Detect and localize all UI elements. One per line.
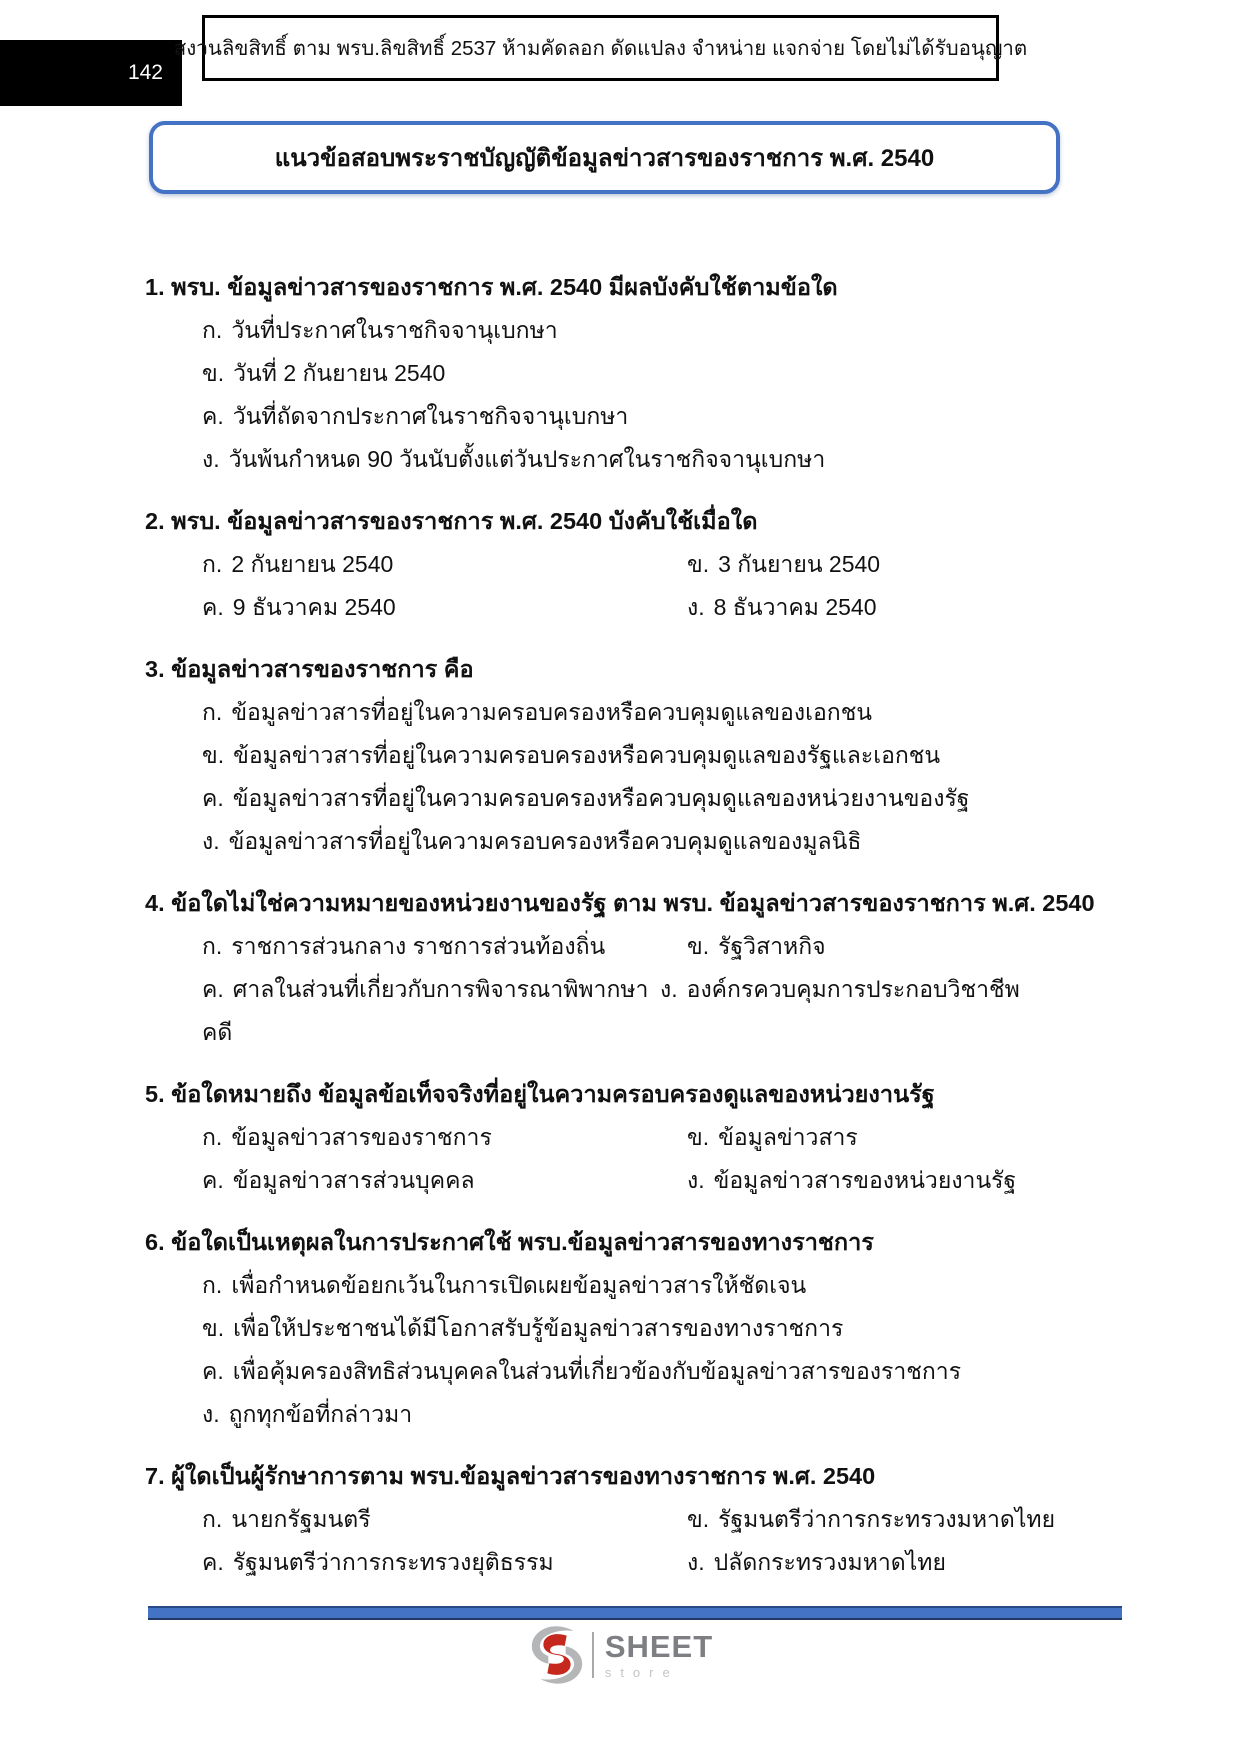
question-7 — [145, 1455, 1110, 1584]
option-text: เพื่อคุ้มครองสิทธิส่วนบุคคลในส่วนที่เกี่ยวข้องกับข้อมูลข่าวสารของราชการ — [232, 1358, 962, 1384]
question-6-option-b — [145, 1307, 1110, 1350]
option-label: ข. — [202, 742, 225, 768]
option-text: ศาลในส่วนที่เกี่ยวกับการพิจารณาพิพากษาคดี — [202, 976, 649, 1045]
option-text: นายกรัฐมนตรี — [231, 1506, 371, 1532]
option-label: ค. — [202, 403, 224, 429]
question-5-option-b — [687, 1116, 858, 1159]
question-1-option-a — [145, 309, 1110, 352]
option-label: ข. — [687, 1506, 710, 1532]
copyright-notice-box — [173, 15, 1028, 81]
option-label: ค. — [202, 594, 224, 620]
option-label: ง. — [687, 1549, 705, 1575]
option-text: 8 ธันวาคม 2540 — [713, 594, 877, 620]
question-4-heading: 4. ข้อใดไม่ใช่ความหมายของหน่วยงานของรัฐ ตาม พรบ. ข้อมูลข่าวสารของราชการ พ.ศ. 2540 — [145, 890, 1095, 916]
option-label: ค. — [202, 1358, 224, 1384]
question-2-option-d — [687, 586, 877, 629]
question-7-option-c — [202, 1541, 687, 1584]
question-7-option-d — [687, 1541, 946, 1584]
option-text: รัฐวิสาหกิจ — [718, 933, 826, 959]
option-label: ง. — [202, 828, 220, 854]
question-6-option-a — [145, 1264, 1110, 1307]
option-text: ข้อมูลข่าวสาร — [718, 1124, 858, 1150]
question-3-option-d — [145, 820, 1110, 863]
question-5-option-c — [202, 1159, 687, 1202]
copyright-text: สงวนลิขสิทธิ์ ตาม พรบ.ลิขสิทธิ์ 2537 ห้ามคัดลอก ดัดแปลง จำหน่าย แจกจ่าย โดยไม่ได้รับอนุญาต — [173, 36, 1028, 60]
question-5 — [145, 1073, 1110, 1202]
question-3-option-c — [145, 777, 1110, 820]
option-label: ก. — [202, 933, 223, 959]
option-label: ข. — [687, 1124, 710, 1150]
option-text: 3 กันยายน 2540 — [718, 551, 881, 577]
footer-divider-bar — [148, 1606, 1122, 1620]
logo-brand-name: SHEET — [604, 1629, 714, 1664]
question-6 — [145, 1221, 1110, 1436]
question-6-option-d — [145, 1393, 1110, 1436]
page-number: 142 — [127, 61, 163, 84]
option-label: ค. — [202, 1549, 224, 1575]
option-label: ง. — [202, 446, 220, 472]
question-3-option-b — [145, 734, 1110, 777]
exam-title: แนวข้อสอบพระราชบัญญัติข้อมูลข่าวสารของราชการ พ.ศ. 2540 — [274, 145, 935, 172]
question-3 — [145, 648, 1110, 863]
question-4-option-b — [687, 925, 826, 968]
option-label: ก. — [202, 551, 223, 577]
option-text: องค์กรควบคุมการประกอบวิชาชีพ — [686, 976, 1020, 1002]
question-4-option-d — [660, 968, 1020, 1054]
option-label: ก. — [202, 1124, 223, 1150]
option-label: ง. — [660, 976, 678, 1002]
option-text: เพื่อกำหนดข้อยกเว้นในการเปิดเผยข้อมูลข่าวสารให้ชัดเจน — [231, 1272, 807, 1298]
option-label: ค. — [202, 976, 224, 1002]
option-text: ข้อมูลข่าวสารที่อยู่ในความครอบครองหรือควบคุมดูแลของเอกชน — [231, 699, 873, 725]
question-2-option-a — [202, 543, 687, 586]
option-label: ง. — [687, 594, 705, 620]
option-text: ข้อมูลข่าวสารส่วนบุคคล — [232, 1167, 475, 1193]
question-5-options-row-1 — [145, 1116, 1110, 1159]
option-text: ข้อมูลข่าวสารของหน่วยงานรัฐ — [713, 1167, 1017, 1193]
option-text: 2 กันยายน 2540 — [231, 551, 394, 577]
option-label: ข. — [202, 360, 225, 386]
question-5-heading: 5. ข้อใดหมายถึง ข้อมูลข้อเท็จจริงที่อยู่ในความครอบครองดูแลของหน่วยงานรัฐ — [145, 1081, 935, 1107]
logo-brand-subtitle: store — [604, 1665, 679, 1680]
option-text: รัฐมนตรีว่าการกระทรวงมหาดไทย — [718, 1506, 1056, 1532]
question-7-options-row-1 — [145, 1498, 1110, 1541]
option-text: ข้อมูลข่าวสารที่อยู่ในความครอบครองหรือควบคุมดูแลของรัฐและเอกชน — [233, 742, 941, 768]
option-text: ราชการส่วนกลาง ราชการส่วนท้องถิ่น — [231, 933, 606, 959]
question-4 — [145, 882, 1110, 1054]
logo-divider-line — [592, 1632, 594, 1678]
question-5-option-d — [687, 1159, 1016, 1202]
question-list — [145, 266, 1110, 1584]
option-text: รัฐมนตรีว่าการกระทรวงยุติธรรม — [232, 1549, 554, 1575]
footer-logo — [0, 1624, 1241, 1686]
question-4-options-row-1 — [145, 925, 1110, 968]
question-5-option-a — [202, 1116, 687, 1159]
question-1-option-d — [145, 438, 1110, 481]
option-text: ข้อมูลข่าวสารที่อยู่ในความครอบครองหรือควบคุมดูแลของหน่วยงานของรัฐ — [232, 785, 970, 811]
option-text: เพื่อให้ประชาชนได้มีโอกาสรับรู้ข้อมูลข่าวสารของทางราชการ — [233, 1315, 844, 1341]
question-2-options-row-2 — [145, 586, 1110, 629]
option-label: ค. — [202, 785, 224, 811]
question-4-options-row-2 — [145, 968, 1110, 1054]
question-1-heading: 1. พรบ. ข้อมูลข่าวสารของราชการ พ.ศ. 2540 มีผลบังคับใช้ตามข้อใด — [145, 274, 838, 300]
question-2 — [145, 500, 1110, 629]
question-3-heading: 3. ข้อมูลข่าวสารของราชการ คือ — [145, 656, 474, 682]
option-text: ข้อมูลข่าวสารของราชการ — [231, 1124, 492, 1150]
option-text: วันพ้นกำหนด 90 วันนับตั้งแต่วันประกาศในราชกิจจานุเบกษา — [228, 446, 826, 472]
option-label: ง. — [687, 1167, 705, 1193]
question-1-option-b — [145, 352, 1110, 395]
option-label: ก. — [202, 1272, 223, 1298]
question-7-options-row-2 — [145, 1541, 1110, 1584]
page-number-box — [0, 40, 182, 106]
option-text: วันที่ประกาศในราชกิจจานุเบกษา — [231, 317, 558, 343]
logo-text — [605, 1631, 713, 1679]
question-6-heading: 6. ข้อใดเป็นเหตุผลในการประกาศใช้ พรบ.ข้อมูลข่าวสารของทางราชการ — [145, 1229, 874, 1255]
option-label: ก. — [202, 317, 223, 343]
question-7-option-a — [202, 1498, 687, 1541]
option-label: ข. — [202, 1315, 225, 1341]
question-7-option-b — [687, 1498, 1055, 1541]
option-label: ง. — [202, 1401, 220, 1427]
option-text: ปลัดกระทรวงมหาดไทย — [713, 1549, 946, 1575]
question-4-option-c — [202, 968, 660, 1054]
question-2-option-c — [202, 586, 687, 629]
sheet-store-logo-s-icon — [528, 1624, 586, 1686]
exam-title-box — [149, 121, 1060, 194]
question-4-option-a — [202, 925, 687, 968]
option-label: ค. — [202, 1167, 224, 1193]
question-2-option-b — [687, 543, 880, 586]
question-1-option-c — [145, 395, 1110, 438]
option-text: วันที่ 2 กันยายน 2540 — [233, 360, 446, 386]
option-text: ถูกทุกข้อที่กล่าวมา — [228, 1401, 413, 1427]
option-text: 9 ธันวาคม 2540 — [232, 594, 396, 620]
option-label: ก. — [202, 699, 223, 725]
question-6-option-c — [145, 1350, 1110, 1393]
question-2-options-row-1 — [145, 543, 1110, 586]
option-label: ข. — [687, 551, 710, 577]
question-1 — [145, 266, 1110, 481]
option-label: ข. — [687, 933, 710, 959]
question-7-heading: 7. ผู้ใดเป็นผู้รักษาการตาม พรบ.ข้อมูลข่าวสารของทางราชการ พ.ศ. 2540 — [145, 1463, 876, 1489]
question-5-options-row-2 — [145, 1159, 1110, 1202]
option-text: ข้อมูลข่าวสารที่อยู่ในความครอบครองหรือควบคุมดูแลของมูลนิธิ — [228, 828, 862, 854]
question-3-option-a — [145, 691, 1110, 734]
question-2-heading: 2. พรบ. ข้อมูลข่าวสารของราชการ พ.ศ. 2540 บังคับใช้เมื่อใด — [145, 508, 758, 534]
option-label: ก. — [202, 1506, 223, 1532]
option-text: วันที่ถัดจากประกาศในราชกิจจานุเบกษา — [232, 403, 629, 429]
